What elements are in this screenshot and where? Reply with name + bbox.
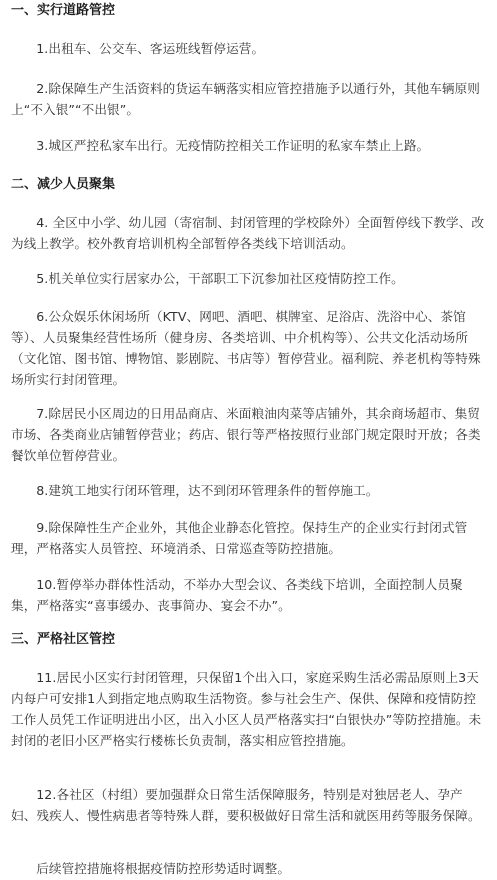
- paragraph-7: 7.除居民小区周边的日用品商店、米面粮油肉菜等店铺外，其余商场超市、集贸市场、各类商业店铺暂停营业；药店、银行等严格按照行业部门规定限时开放；各类餐饮单位暂停营业。: [11, 406, 481, 463]
- section-heading-reduce-gathering: 二、减少人员聚集: [11, 177, 116, 192]
- paragraph-10: 10.暂停举办群体性活动，不举办大型会议、各类线下培训，全面控制人员聚集，严格落实“喜事缓办、丧事简办、宴会不办”。: [11, 577, 463, 613]
- paragraph-12: 12.各社区（村组）要加强群众日常生活保障服务，特别是对独居老人、孕产妇、残疾人、慢性病患者等特殊人群，要积极做好日常生活和就医用药等服务保障。: [11, 787, 481, 823]
- paragraph-9: 9.除保障性生产企业外，其他企业静态化管控。保持生产的企业实行封闭式管理，严格落实人员管控、环境消杀、日常巡查等防控措施。: [11, 520, 468, 556]
- section-heading-road-control: 一、实行道路管控: [11, 3, 116, 18]
- paragraph-11: 11.居民小区实行封闭管理，只保留1个出入口，家庭采购生活必需品原则上3天内每户可安排1人到指定地点购取生活物资。参与社会生产、保供、保障和疫情防控工作人员凭工作证明进出小区，出入小区人员严格落实扫“白银快办”等防控措施。未封闭的老旧小区严格实行楼栋长负责制，落实相应管控措施。: [11, 670, 482, 748]
- closing-note: 后续管控措施将根据疫情防控形势适时调整。: [36, 861, 291, 876]
- paragraph-1: 1.出租车、公交车、客运班线暂停运营。: [36, 41, 265, 56]
- paragraph-4: 4. 全区中小学、幼儿园（寄宿制、封闭管理的学校除外）全面暂停线下教学、改为线上教学。校外教育培训机构全部暂停各类线下培训活动。: [11, 215, 485, 251]
- paragraph-6: 6.公众娱乐休闲场所（KTV、网吧、酒吧、棋牌室、足浴店、洗浴中心、茶馆等）、人员聚集经营性场所（健身房、各类培训、中介机构等）、公共文化活动场所（文化馆、图书馆、博物馆、影剧院、书店等）暂停营业。福利院、养老机构等特殊场所实行封闭管理。: [11, 309, 481, 387]
- paragraph-5: 5.机关单位实行居家办公，干部职工下沉参加社区疫情防控工作。: [36, 271, 404, 286]
- paragraph-3: 3.城区严控私家车出行。无疫情防控相关工作证明的私家车禁止上路。: [36, 138, 430, 153]
- section-heading-community-control: 三、严格社区管控: [11, 632, 116, 647]
- paragraph-2: 2.除保障生产生活资料的货运车辆落实相应管控措施予以通行外，其他车辆原则上“不入银”“不出银”。: [11, 81, 480, 117]
- paragraph-8: 8.建筑工地实行闭环管理，达不到闭环管理条件的暂停施工。: [36, 483, 379, 498]
